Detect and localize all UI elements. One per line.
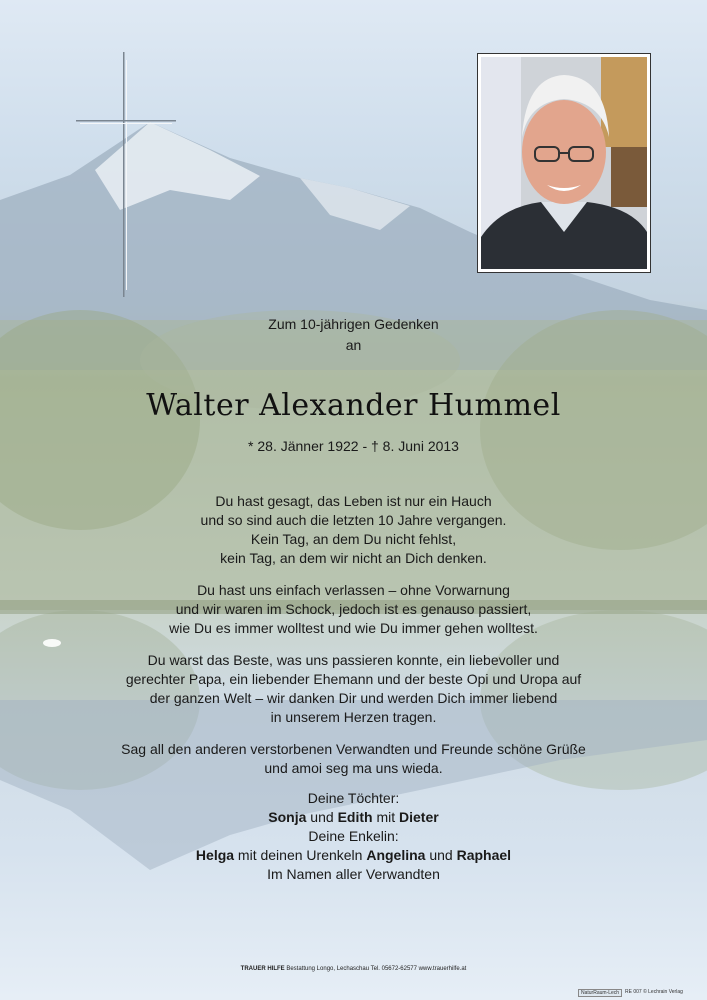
signature-daughters — [0, 808, 707, 827]
poem-stanza-3 — [0, 651, 707, 727]
signature-block — [0, 789, 707, 884]
signature-connector: mit — [372, 809, 400, 825]
intro-line-2: an — [345, 337, 362, 353]
poem-line: Kein Tag, an dem Du nicht fehlst, — [250, 531, 457, 547]
signature-name: Raphael — [456, 847, 512, 863]
memorial-poem — [0, 492, 707, 791]
signature-grandchild-label: Deine Enkelin: — [308, 828, 399, 844]
poem-line: und amoi seg ma uns wieda. — [264, 760, 443, 776]
signature-name: Angelina — [366, 847, 426, 863]
poem-line: und wir waren im Schock, jedoch ist es genauso passiert, — [175, 601, 532, 617]
signature-name: Sonja — [268, 809, 307, 825]
poem-stanza-1 — [0, 492, 707, 568]
signature-connector: mit deinen Urenkeln — [234, 847, 367, 863]
cross-icon — [76, 52, 176, 297]
signature-closing: Im Namen aller Verwandten — [267, 866, 440, 882]
footer-text: Bestattung Longo, Lechaschau Tel. 05672-62577 www.trauerhilfe.at — [284, 966, 467, 972]
portrait-photo — [477, 53, 651, 273]
intro — [0, 314, 707, 356]
poem-line: Du hast uns einfach verlassen – ohne Vorwarnung — [197, 582, 510, 598]
deceased-name: Walter Alexander Hummel — [146, 388, 561, 423]
portrait-photo-icon — [481, 57, 647, 269]
poem-line: Du warst das Beste, was uns passieren konnte, ein liebevoller und — [147, 652, 560, 668]
intro-line-1: Zum 10-jährigen Gedenken — [268, 316, 439, 332]
poem-line: wie Du es immer wolltest und wie Du immer gehen wolltest. — [169, 620, 538, 636]
poem-line: kein Tag, an dem wir nicht an Dich denken. — [220, 550, 487, 566]
life-dates: * 28. Jänner 1922 - † 8. Juni 2013 — [248, 438, 459, 454]
signature-connector: und — [306, 809, 338, 825]
signature-grandchildren — [0, 846, 707, 865]
signature-name: Dieter — [399, 809, 439, 825]
poem-line: der ganzen Welt – wir danken Dir und werden Dich immer liebend — [149, 690, 558, 706]
poem-line: gerechter Papa, ein liebender Ehemann und der beste Opi und Uropa auf — [125, 671, 582, 687]
signature-name: Edith — [337, 809, 373, 825]
footer-brand: TRAUER HILFE — [240, 966, 285, 972]
poem-line: in unserem Herzen tragen. — [270, 709, 437, 725]
tag-naturraum: NaturRaum-Lech — [578, 989, 622, 997]
poem-stanza-2 — [0, 581, 707, 638]
poem-stanza-4 — [0, 740, 707, 778]
signature-daughters-label: Deine Töchter: — [307, 790, 400, 806]
footer — [0, 966, 707, 972]
poem-line: und so sind auch die letzten 10 Jahre vergangen. — [200, 512, 507, 528]
poem-line: Du hast gesagt, das Leben ist nur ein Hauch — [215, 493, 492, 509]
tag-publisher: RE 007 © Lechrain Verlag — [625, 989, 683, 995]
signature-connector: und — [425, 847, 457, 863]
poem-line: Sag all den anderen verstorbenen Verwandten und Freunde schöne Grüße — [121, 741, 586, 757]
signature-name: Helga — [195, 847, 235, 863]
